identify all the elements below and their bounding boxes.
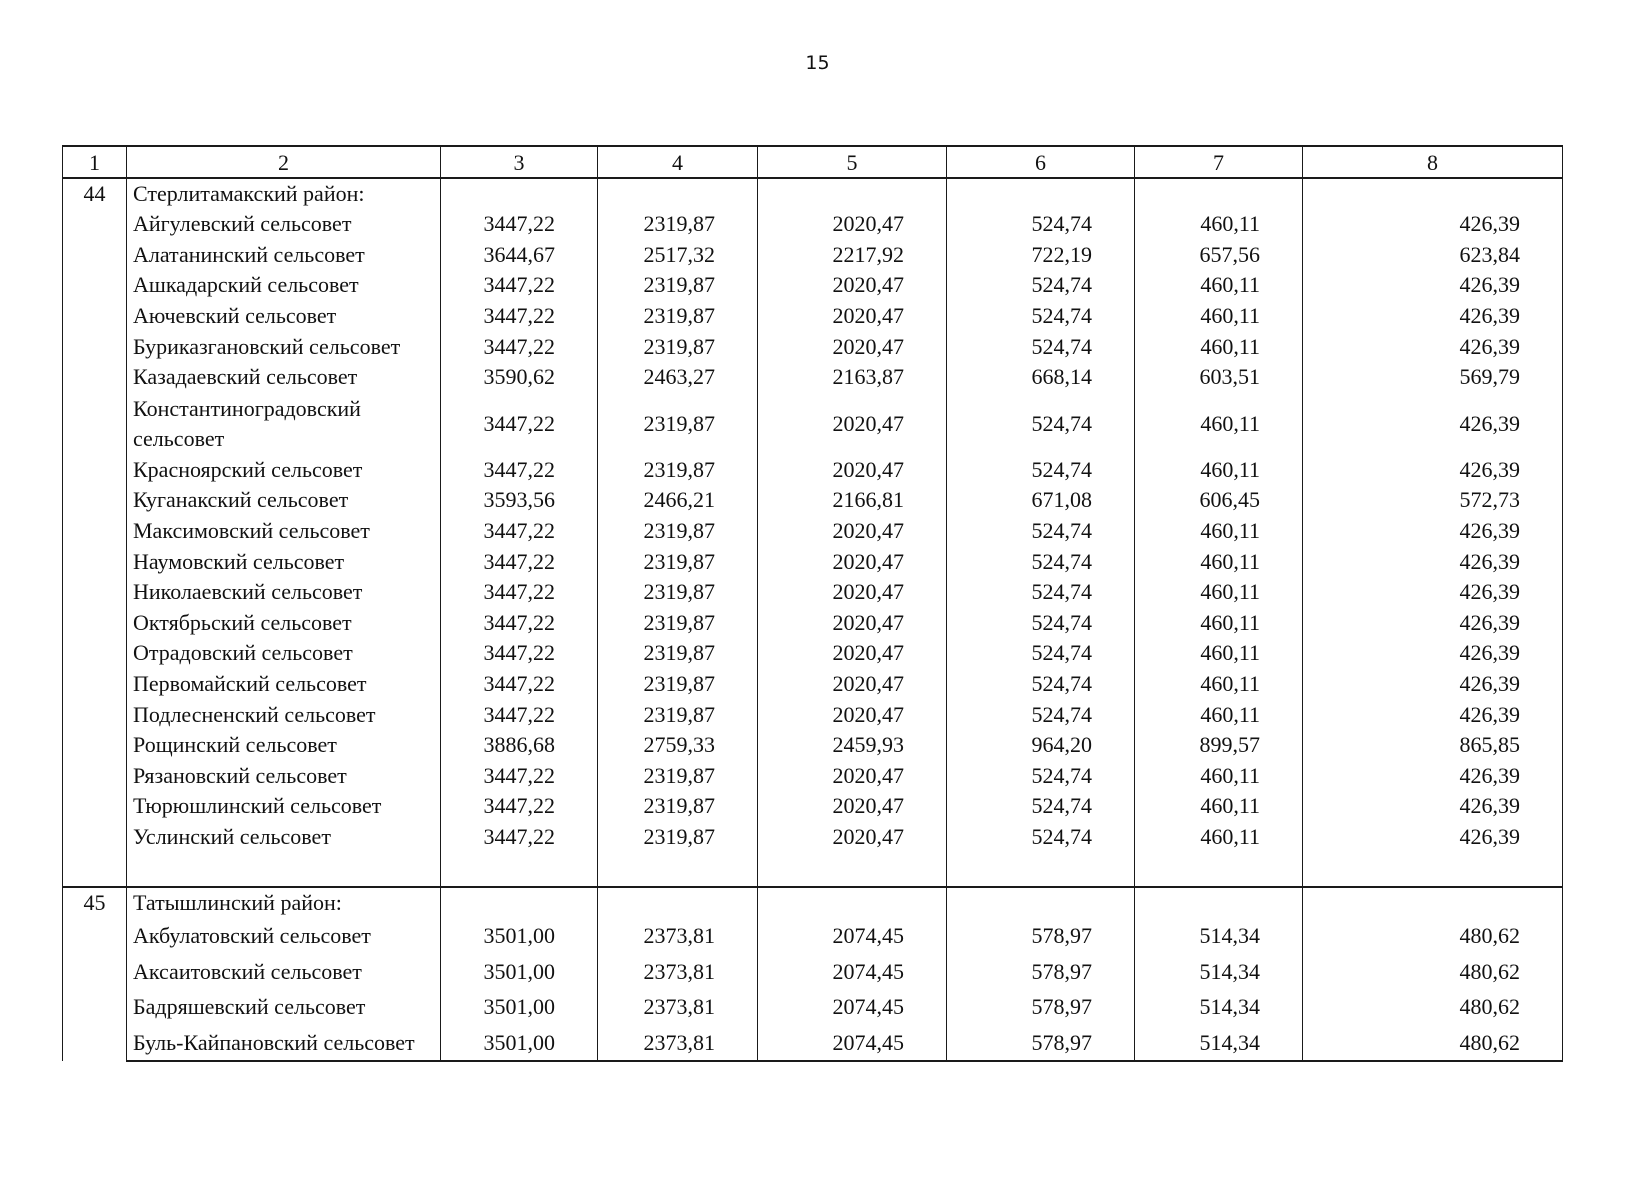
value-cell-col4: 2319,87	[598, 577, 758, 608]
value-cell-col7: 460,11	[1135, 546, 1303, 577]
value-cell-col3: 3447,22	[441, 761, 598, 792]
value-cell-col7: 460,11	[1135, 455, 1303, 486]
settlement-name: Максимовский сельсовет	[127, 516, 441, 547]
value-cell-col5: 2020,47	[758, 577, 947, 608]
value-cell-col4: 2319,87	[598, 638, 758, 669]
value-cell-col5: 2074,45	[758, 1025, 947, 1062]
empty-cell	[758, 887, 947, 918]
value-cell-col6: 524,74	[947, 455, 1135, 486]
value-cell-col3: 3447,22	[441, 608, 598, 639]
settlement-name: Акбулатовский сельсовет	[127, 918, 441, 954]
value-cell-col7: 514,34	[1135, 918, 1303, 954]
table-row	[63, 240, 1563, 271]
settlement-name: Рощинский сельсовет	[127, 730, 441, 761]
value-cell-col4: 2319,87	[598, 270, 758, 301]
table-row	[63, 638, 1563, 669]
value-cell-col8: 426,39	[1303, 669, 1563, 700]
settlement-name: Красноярский сельсовет	[127, 455, 441, 486]
column-header-5: 5	[758, 146, 947, 178]
empty-cell	[758, 852, 947, 887]
group-index: 45	[63, 887, 127, 1061]
empty-cell	[947, 852, 1135, 887]
value-cell-col4: 2319,87	[598, 669, 758, 700]
value-cell-col8: 426,39	[1303, 331, 1563, 362]
settlement-name: Рязановский сельсовет	[127, 761, 441, 792]
value-cell-col5: 2020,47	[758, 638, 947, 669]
value-cell-col8: 426,39	[1303, 455, 1563, 486]
value-cell-col4: 2319,87	[598, 516, 758, 547]
table-row	[63, 301, 1563, 332]
value-cell-col6: 524,74	[947, 516, 1135, 547]
value-cell-col8: 426,39	[1303, 301, 1563, 332]
value-cell-col3: 3447,22	[441, 699, 598, 730]
table-row	[63, 577, 1563, 608]
value-cell-col4: 2319,87	[598, 546, 758, 577]
value-cell-col4: 2319,87	[598, 791, 758, 822]
empty-cell	[598, 178, 758, 209]
value-cell-col4: 2319,87	[598, 608, 758, 639]
value-cell-col5: 2020,47	[758, 669, 947, 700]
value-cell-col7: 460,11	[1135, 822, 1303, 853]
value-cell-col4: 2319,87	[598, 209, 758, 240]
value-cell-col7: 460,11	[1135, 761, 1303, 792]
value-cell-col4: 2319,87	[598, 822, 758, 853]
column-header-2: 2	[127, 146, 441, 178]
table-row	[63, 918, 1563, 954]
value-cell-col7: 460,11	[1135, 638, 1303, 669]
empty-cell	[1135, 178, 1303, 209]
settlement-name: Подлесненский сельсовет	[127, 699, 441, 730]
settlement-name: Октябрьский сельсовет	[127, 608, 441, 639]
empty-cell	[758, 178, 947, 209]
column-header-3: 3	[441, 146, 598, 178]
value-cell-col8: 480,62	[1303, 918, 1563, 954]
value-cell-col8: 426,39	[1303, 638, 1563, 669]
value-cell-col8: 426,39	[1303, 822, 1563, 853]
settlement-name: Тюрюшлинский сельсовет	[127, 791, 441, 822]
value-cell-col3: 3447,22	[441, 270, 598, 301]
value-cell-col6: 524,74	[947, 791, 1135, 822]
column-header-6: 6	[947, 146, 1135, 178]
value-cell-col8: 426,39	[1303, 270, 1563, 301]
page-number: 15	[805, 52, 830, 74]
table-row	[63, 455, 1563, 486]
group-spacer-row	[63, 852, 1563, 887]
value-cell-col7: 460,11	[1135, 791, 1303, 822]
table-row	[63, 699, 1563, 730]
empty-cell	[1303, 178, 1563, 209]
value-cell-col4: 2517,32	[598, 240, 758, 271]
value-cell-col5: 2020,47	[758, 270, 947, 301]
settlement-name: Константиноградовский сельсовет	[127, 393, 441, 455]
table-row	[63, 546, 1563, 577]
value-cell-col8: 426,39	[1303, 791, 1563, 822]
table-row	[63, 669, 1563, 700]
value-cell-col7: 460,11	[1135, 516, 1303, 547]
value-cell-col4: 2319,87	[598, 393, 758, 455]
value-cell-col3: 3447,22	[441, 455, 598, 486]
column-header-1: 1	[63, 146, 127, 178]
value-cell-col8: 569,79	[1303, 362, 1563, 393]
empty-cell	[1303, 852, 1563, 887]
value-cell-col3: 3501,00	[441, 989, 598, 1025]
settlement-name: Отрадовский сельсовет	[127, 638, 441, 669]
value-cell-col4: 2319,87	[598, 455, 758, 486]
value-cell-col5: 2020,47	[758, 546, 947, 577]
value-cell-col8: 480,62	[1303, 954, 1563, 990]
value-cell-col4: 2319,87	[598, 761, 758, 792]
value-cell-col3: 3447,22	[441, 546, 598, 577]
value-cell-col6: 578,97	[947, 1025, 1135, 1062]
settlement-name: Алатанинский сельсовет	[127, 240, 441, 271]
value-cell-col6: 578,97	[947, 989, 1135, 1025]
table-row	[63, 730, 1563, 761]
table-row	[63, 761, 1563, 792]
table-row	[63, 791, 1563, 822]
value-cell-col5: 2166,81	[758, 485, 947, 516]
value-cell-col7: 460,11	[1135, 301, 1303, 332]
value-cell-col3: 3886,68	[441, 730, 598, 761]
table-row	[63, 1025, 1563, 1062]
value-cell-col5: 2074,45	[758, 954, 947, 990]
value-cell-col7: 460,11	[1135, 393, 1303, 455]
value-cell-col6: 524,74	[947, 393, 1135, 455]
value-cell-col5: 2020,47	[758, 331, 947, 362]
table-row	[63, 209, 1563, 240]
empty-cell	[947, 178, 1135, 209]
value-cell-col6: 964,20	[947, 730, 1135, 761]
settlement-name: Казадаевский сельсовет	[127, 362, 441, 393]
value-cell-col7: 460,11	[1135, 577, 1303, 608]
table-row	[63, 516, 1563, 547]
settlement-name: Аксаитовский сельсовет	[127, 954, 441, 990]
value-cell-col6: 524,74	[947, 608, 1135, 639]
value-cell-col3: 3447,22	[441, 638, 598, 669]
value-cell-col6: 722,19	[947, 240, 1135, 271]
value-cell-col3: 3447,22	[441, 301, 598, 332]
empty-cell	[1135, 852, 1303, 887]
value-cell-col5: 2020,47	[758, 455, 947, 486]
empty-cell	[441, 178, 598, 209]
value-cell-col5: 2020,47	[758, 516, 947, 547]
value-cell-col8: 865,85	[1303, 730, 1563, 761]
value-cell-col4: 2373,81	[598, 918, 758, 954]
value-cell-col8: 426,39	[1303, 393, 1563, 455]
settlement-name: Ашкадарский сельсовет	[127, 270, 441, 301]
empty-cell	[441, 887, 598, 918]
settlement-name: Буриказгановский сельсовет	[127, 331, 441, 362]
value-cell-col7: 460,11	[1135, 699, 1303, 730]
value-cell-col6: 524,74	[947, 577, 1135, 608]
table-body	[63, 178, 1563, 1061]
value-cell-col6: 524,74	[947, 699, 1135, 730]
column-header-4: 4	[598, 146, 758, 178]
value-cell-col6: 524,74	[947, 546, 1135, 577]
value-cell-col4: 2466,21	[598, 485, 758, 516]
settlement-name: Бадряшевский сельсовет	[127, 989, 441, 1025]
value-cell-col7: 460,11	[1135, 331, 1303, 362]
table-header	[63, 146, 1563, 178]
value-cell-col8: 426,39	[1303, 516, 1563, 547]
group-title: Татышлинский район:	[127, 887, 441, 918]
settlement-name: Первомайский сельсовет	[127, 669, 441, 700]
value-cell-col3: 3447,22	[441, 331, 598, 362]
value-cell-col5: 2074,45	[758, 918, 947, 954]
value-cell-col4: 2319,87	[598, 331, 758, 362]
table-row	[63, 270, 1563, 301]
value-cell-col3: 3501,00	[441, 918, 598, 954]
value-cell-col3: 3447,22	[441, 393, 598, 455]
value-cell-col8: 572,73	[1303, 485, 1563, 516]
settlement-name: Айгулевский сельсовет	[127, 209, 441, 240]
value-cell-col4: 2373,81	[598, 1025, 758, 1062]
value-cell-col5: 2020,47	[758, 791, 947, 822]
value-cell-col8: 480,62	[1303, 1025, 1563, 1062]
table-row	[63, 989, 1563, 1025]
value-cell-col8: 426,39	[1303, 761, 1563, 792]
group-title: Стерлитамакский район:	[127, 178, 441, 209]
value-cell-col3: 3593,56	[441, 485, 598, 516]
tariff-table	[62, 145, 1563, 1062]
empty-cell	[598, 852, 758, 887]
table-row	[63, 954, 1563, 990]
value-cell-col7: 606,45	[1135, 485, 1303, 516]
group-title-row	[63, 178, 1563, 209]
value-cell-col7: 657,56	[1135, 240, 1303, 271]
table-row	[63, 393, 1563, 455]
settlement-name: Аючевский сельсовет	[127, 301, 441, 332]
value-cell-col4: 2319,87	[598, 301, 758, 332]
value-cell-col7: 460,11	[1135, 209, 1303, 240]
value-cell-col8: 480,62	[1303, 989, 1563, 1025]
value-cell-col6: 524,74	[947, 669, 1135, 700]
value-cell-col5: 2459,93	[758, 730, 947, 761]
value-cell-col6: 524,74	[947, 638, 1135, 669]
value-cell-col3: 3447,22	[441, 669, 598, 700]
settlement-name: Буль-Кайпановский сельсовет	[127, 1025, 441, 1062]
value-cell-col8: 623,84	[1303, 240, 1563, 271]
table-row	[63, 608, 1563, 639]
value-cell-col6: 524,74	[947, 761, 1135, 792]
value-cell-col8: 426,39	[1303, 699, 1563, 730]
value-cell-col7: 460,11	[1135, 669, 1303, 700]
value-cell-col4: 2373,81	[598, 954, 758, 990]
value-cell-col6: 524,74	[947, 209, 1135, 240]
value-cell-col5: 2074,45	[758, 989, 947, 1025]
value-cell-col3: 3501,00	[441, 1025, 598, 1062]
value-cell-col3: 3447,22	[441, 791, 598, 822]
empty-cell	[441, 852, 598, 887]
value-cell-col5: 2020,47	[758, 209, 947, 240]
table-row	[63, 362, 1563, 393]
empty-cell	[947, 887, 1135, 918]
value-cell-col6: 524,74	[947, 301, 1135, 332]
value-cell-col7: 514,34	[1135, 1025, 1303, 1062]
settlement-name: Николаевский сельсовет	[127, 577, 441, 608]
value-cell-col5: 2020,47	[758, 301, 947, 332]
value-cell-col6: 671,08	[947, 485, 1135, 516]
group-index: 44	[63, 178, 127, 887]
value-cell-col5: 2020,47	[758, 393, 947, 455]
value-cell-col7: 603,51	[1135, 362, 1303, 393]
value-cell-col7: 460,11	[1135, 270, 1303, 301]
value-cell-col5: 2020,47	[758, 761, 947, 792]
settlement-name: Наумовский сельсовет	[127, 546, 441, 577]
value-cell-col4: 2463,27	[598, 362, 758, 393]
value-cell-col6: 524,74	[947, 822, 1135, 853]
value-cell-col7: 899,57	[1135, 730, 1303, 761]
value-cell-col8: 426,39	[1303, 608, 1563, 639]
empty-cell	[1303, 887, 1563, 918]
value-cell-col3: 3447,22	[441, 516, 598, 547]
column-header-8: 8	[1303, 146, 1563, 178]
value-cell-col6: 668,14	[947, 362, 1135, 393]
settlement-name: Услинский сельсовет	[127, 822, 441, 853]
value-cell-col8: 426,39	[1303, 577, 1563, 608]
value-cell-col7: 514,34	[1135, 989, 1303, 1025]
value-cell-col5: 2163,87	[758, 362, 947, 393]
table-row	[63, 485, 1563, 516]
value-cell-col3: 3644,67	[441, 240, 598, 271]
value-cell-col5: 2020,47	[758, 699, 947, 730]
value-cell-col4: 2373,81	[598, 989, 758, 1025]
value-cell-col3: 3447,22	[441, 577, 598, 608]
empty-cell	[598, 887, 758, 918]
column-header-7: 7	[1135, 146, 1303, 178]
value-cell-col7: 460,11	[1135, 608, 1303, 639]
value-cell-col7: 514,34	[1135, 954, 1303, 990]
value-cell-col4: 2759,33	[598, 730, 758, 761]
table-row	[63, 822, 1563, 853]
empty-cell	[1135, 887, 1303, 918]
settlement-name: Куганакский сельсовет	[127, 485, 441, 516]
value-cell-col5: 2217,92	[758, 240, 947, 271]
empty-cell	[127, 852, 441, 887]
value-cell-col6: 524,74	[947, 270, 1135, 301]
value-cell-col5: 2020,47	[758, 822, 947, 853]
value-cell-col5: 2020,47	[758, 608, 947, 639]
value-cell-col8: 426,39	[1303, 546, 1563, 577]
value-cell-col6: 524,74	[947, 331, 1135, 362]
value-cell-col3: 3447,22	[441, 209, 598, 240]
table-row	[63, 331, 1563, 362]
value-cell-col3: 3590,62	[441, 362, 598, 393]
value-cell-col6: 578,97	[947, 918, 1135, 954]
value-cell-col6: 578,97	[947, 954, 1135, 990]
value-cell-col3: 3501,00	[441, 954, 598, 990]
value-cell-col8: 426,39	[1303, 209, 1563, 240]
group-title-row	[63, 887, 1563, 918]
value-cell-col4: 2319,87	[598, 699, 758, 730]
value-cell-col3: 3447,22	[441, 822, 598, 853]
